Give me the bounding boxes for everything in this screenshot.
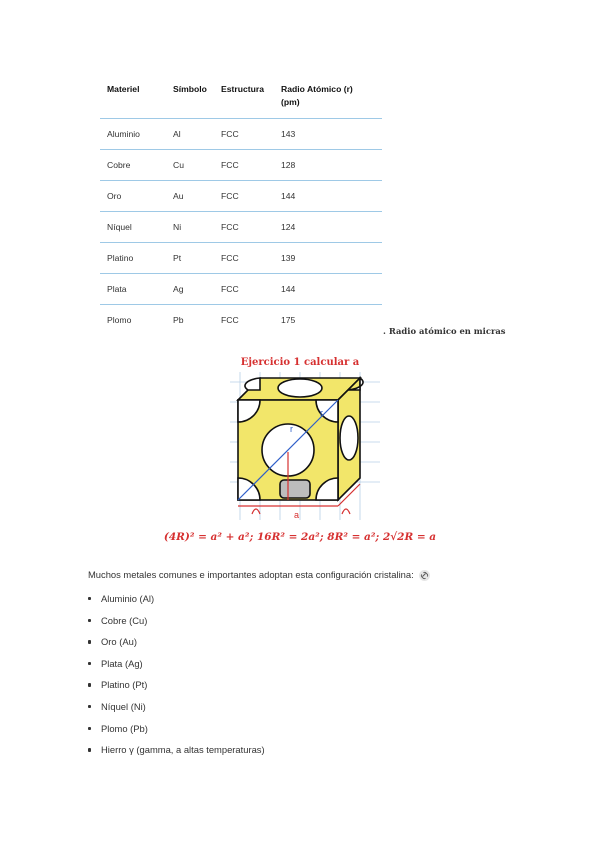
- label-a: a: [294, 510, 300, 520]
- top-face-atom: [278, 379, 322, 397]
- cell-radius: 175: [281, 315, 296, 325]
- cell-radius: 124: [281, 222, 296, 232]
- cell-symbol: Ag: [173, 284, 184, 294]
- table-header: [100, 72, 382, 119]
- cell-structure: FCC: [221, 253, 239, 263]
- cell-symbol: Pb: [173, 315, 184, 325]
- fcc-cell-figure: [230, 372, 380, 520]
- cell-material: Níquel: [107, 222, 132, 232]
- header-symbol: Símbolo: [173, 84, 207, 94]
- cell-symbol: Al: [173, 129, 181, 139]
- list-item: Hierro γ (gamma, a altas temperaturas): [88, 743, 265, 765]
- cell-radius: 139: [281, 253, 296, 263]
- intro-text: Muchos metales comunes e importantes adoptan esta configuración cristalina:: [88, 569, 414, 580]
- cell-radius: 143: [281, 129, 296, 139]
- list-item: Aluminio (Al): [88, 592, 265, 614]
- metals-list: [88, 592, 265, 765]
- list-item: Platino (Pt): [88, 678, 265, 700]
- exercise-title: Ejercicio 1 calcular a: [240, 357, 360, 368]
- header-structure: Estructura: [221, 84, 264, 94]
- cell-radius: 144: [281, 191, 296, 201]
- cell-symbol: Au: [173, 191, 184, 201]
- label-r-2: r: [320, 408, 323, 418]
- label-r: r: [290, 424, 293, 434]
- cell-structure: FCC: [221, 129, 239, 139]
- cell-symbol: Ni: [173, 222, 182, 232]
- cell-symbol: Pt: [173, 253, 182, 263]
- list-item: Plata (Ag): [88, 657, 265, 679]
- cell-structure: FCC: [221, 284, 239, 294]
- cell-material: Oro: [107, 191, 122, 201]
- top-corner-atom: [245, 378, 260, 390]
- table-row: [100, 212, 382, 243]
- cell-material: Plata: [107, 284, 127, 294]
- header-radius-label: Radio Atómico (r): [281, 84, 353, 94]
- cell-radius: 128: [281, 160, 296, 170]
- cell-structure: FCC: [221, 160, 239, 170]
- cell-material: Aluminio: [107, 129, 140, 139]
- table-row: [100, 150, 382, 181]
- side-face-atom: [340, 416, 358, 460]
- cell-material: Platino: [107, 253, 134, 263]
- table-row: [100, 274, 382, 305]
- link-icon[interactable]: [419, 570, 430, 581]
- table-row: [100, 305, 382, 335]
- table-row: [100, 181, 382, 212]
- cell-material: Cobre: [107, 160, 131, 170]
- cell-structure: FCC: [221, 222, 239, 232]
- list-item: Níquel (Ni): [88, 700, 265, 722]
- list-item: Plomo (Pb): [88, 722, 265, 744]
- link-glyph: [419, 570, 430, 581]
- header-radius: [281, 72, 381, 118]
- table-caption: . Radio atómico en micras: [383, 326, 506, 336]
- fcc-diagram: [230, 372, 380, 520]
- header-material: Materiel: [107, 84, 140, 94]
- radius-table: [100, 72, 382, 335]
- formula-line: (4R)² = a² + a²; 16R² = 2a²; 8R² = a²; 2√2R = a: [163, 531, 437, 543]
- table-row: [100, 243, 382, 274]
- intro-paragraph: [88, 569, 430, 581]
- label-a-right: [342, 509, 350, 514]
- bottom-face-atom: [280, 480, 310, 498]
- header-radius-unit: (pm): [281, 97, 300, 107]
- cell-structure: FCC: [221, 315, 239, 325]
- cell-symbol: Cu: [173, 160, 184, 170]
- cell-radius: 144: [281, 284, 296, 294]
- cell-material: Plomo: [107, 315, 132, 325]
- list-item: Oro (Au): [88, 635, 265, 657]
- label-a-left: [252, 509, 260, 514]
- cell-structure: FCC: [221, 191, 239, 201]
- table-row: [100, 119, 382, 150]
- list-item: Cobre (Cu): [88, 614, 265, 636]
